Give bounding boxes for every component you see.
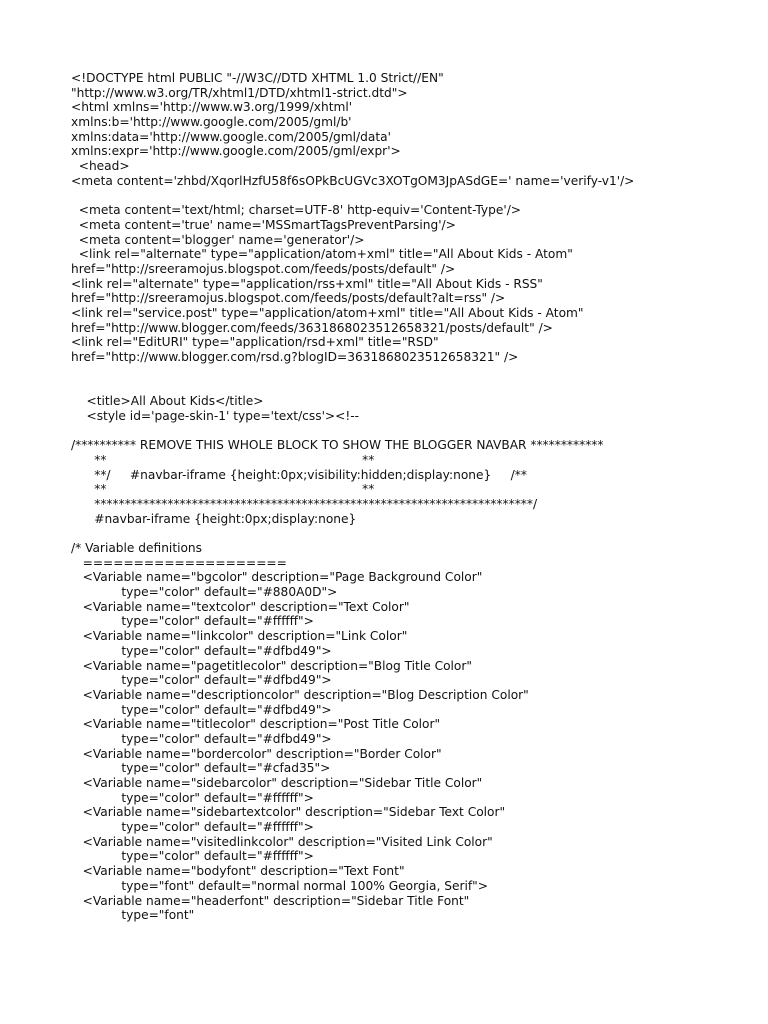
source-line: xmlns:b='http://www.google.com/2005/gml/b' <box>71 115 352 130</box>
source-line: type="color" default="#ffffff"> <box>71 820 314 835</box>
source-line: <meta content='text/html; charset=UTF-8' http-equiv='Content-Type'/> <box>71 203 522 218</box>
source-line: xmlns:expr='http://www.google.com/2005/gml/expr'> <box>71 144 401 159</box>
source-line: <Variable name="bodyfont" description="Text Font" <box>71 864 405 879</box>
source-line: <Variable name="bordercolor" description="Border Color" <box>71 746 442 761</box>
source-line <box>71 379 751 394</box>
source-line <box>71 526 751 541</box>
source-line: type="color" default="#dfbd49"> <box>71 702 332 717</box>
source-line: ** ** <box>71 482 375 497</box>
source-line: <link rel="alternate" type="application/atom+xml" title="All About Kids - Atom" <box>71 247 573 262</box>
source-line: href="http://sreeramojus.blogspot.com/feeds/posts/default?alt=rss" /> <box>71 291 506 306</box>
source-line: ************************************************************************/ <box>71 496 538 511</box>
source-line: type="color" default="#ffffff"> <box>71 790 314 805</box>
source-line: <Variable name="pagetitlecolor" description="Blog Title Color" <box>71 658 473 673</box>
source-line: <Variable name="headerfont" description="Sidebar Title Font" <box>71 893 470 908</box>
source-line: "http://www.w3.org/TR/xhtml1/DTD/xhtml1-strict.dtd"> <box>71 85 408 100</box>
source-line: <style id='page-skin-1' type='text/css'><!-- <box>71 408 360 423</box>
source-line: type="color" default="#dfbd49"> <box>71 731 332 746</box>
source-line: <Variable name="linkcolor" description="Link Color" <box>71 629 408 644</box>
source-line: <link rel="service.post" type="application/atom+xml" title="All About Kids - Atom" <box>71 306 584 320</box>
source-line: href="http://www.blogger.com/feeds/3631868023512658321/posts/default" /> <box>71 320 553 335</box>
source-line <box>71 189 751 204</box>
source-line: type="font" default="normal normal 100% Georgia, Serif"> <box>71 878 488 893</box>
source-line: /********** REMOVE THIS WHOLE BLOCK TO SHOW THE BLOGGER NAVBAR ************ <box>71 438 604 453</box>
source-line: #navbar-iframe {height:0px;display:none} <box>71 511 357 526</box>
source-line: type="color" default="#dfbd49"> <box>71 673 332 688</box>
source-line: <Variable name="sidebartextcolor" description="Sidebar Text Color" <box>71 805 506 820</box>
source-line: <html xmlns='http://www.w3.org/1999/xhtml' <box>71 100 353 115</box>
source-line: **/ #navbar-iframe {height:0px;visibility:hidden;display:none} /** <box>71 467 527 482</box>
source-line: <!DOCTYPE html PUBLIC "-//W3C//DTD XHTML 1.0 Strict//EN" <box>71 71 444 85</box>
document-page <box>71 71 751 923</box>
source-line: type="color" default="#dfbd49"> <box>71 643 332 658</box>
source-line: <title>All About Kids</title> <box>71 394 264 409</box>
source-line <box>71 365 751 380</box>
source-line: type="color" default="#ffffff"> <box>71 849 314 864</box>
source-line: xmlns:data='http://www.google.com/2005/gml/data' <box>71 129 391 144</box>
source-line: type="color" default="#ffffff"> <box>71 614 314 629</box>
source-line: <Variable name="visitedlinkcolor" description="Visited Link Color" <box>71 834 493 849</box>
source-line: <Variable name="textcolor" description="Text Color" <box>71 599 410 614</box>
source-line: type="font" <box>71 908 195 923</box>
source-line: <meta content='blogger' name='generator'/> <box>71 232 365 247</box>
source-line: ==================== <box>71 555 287 570</box>
source-line: <Variable name="titlecolor" description="Post Title Color" <box>71 717 441 732</box>
source-line: href="http://www.blogger.com/rsd.g?blogID=3631868023512658321" /> <box>71 350 519 365</box>
source-line: <link rel="alternate" type="application/rss+xml" title="All About Kids - RSS" <box>71 276 543 291</box>
source-line <box>71 424 751 439</box>
source-line: href="http://sreeramojus.blogspot.com/feeds/posts/default" /> <box>71 261 456 276</box>
source-line: /* Variable definitions <box>71 541 203 555</box>
source-line: <meta content='true' name='MSSmartTagsPreventParsing'/> <box>71 217 456 232</box>
source-line: <Variable name="bgcolor" description="Page Background Color" <box>71 570 483 585</box>
source-line: <Variable name="descriptioncolor" description="Blog Description Color" <box>71 687 529 702</box>
source-line: <head> <box>71 159 130 174</box>
source-line: <link rel="EditURI" type="application/rsd+xml" title="RSD" <box>71 335 439 350</box>
source-line: type="color" default="#880A0D"> <box>71 585 338 600</box>
source-line: <meta content='zhbd/XqorlHzfU58f6sOPkBcUGVc3XOTgOM3JpASdGE=' name='verify-v1'/> <box>71 173 635 188</box>
source-line: type="color" default="#cfad35"> <box>71 761 331 776</box>
source-line: ** ** <box>71 452 375 467</box>
source-line: <Variable name="sidebarcolor" description="Sidebar Title Color" <box>71 776 483 790</box>
